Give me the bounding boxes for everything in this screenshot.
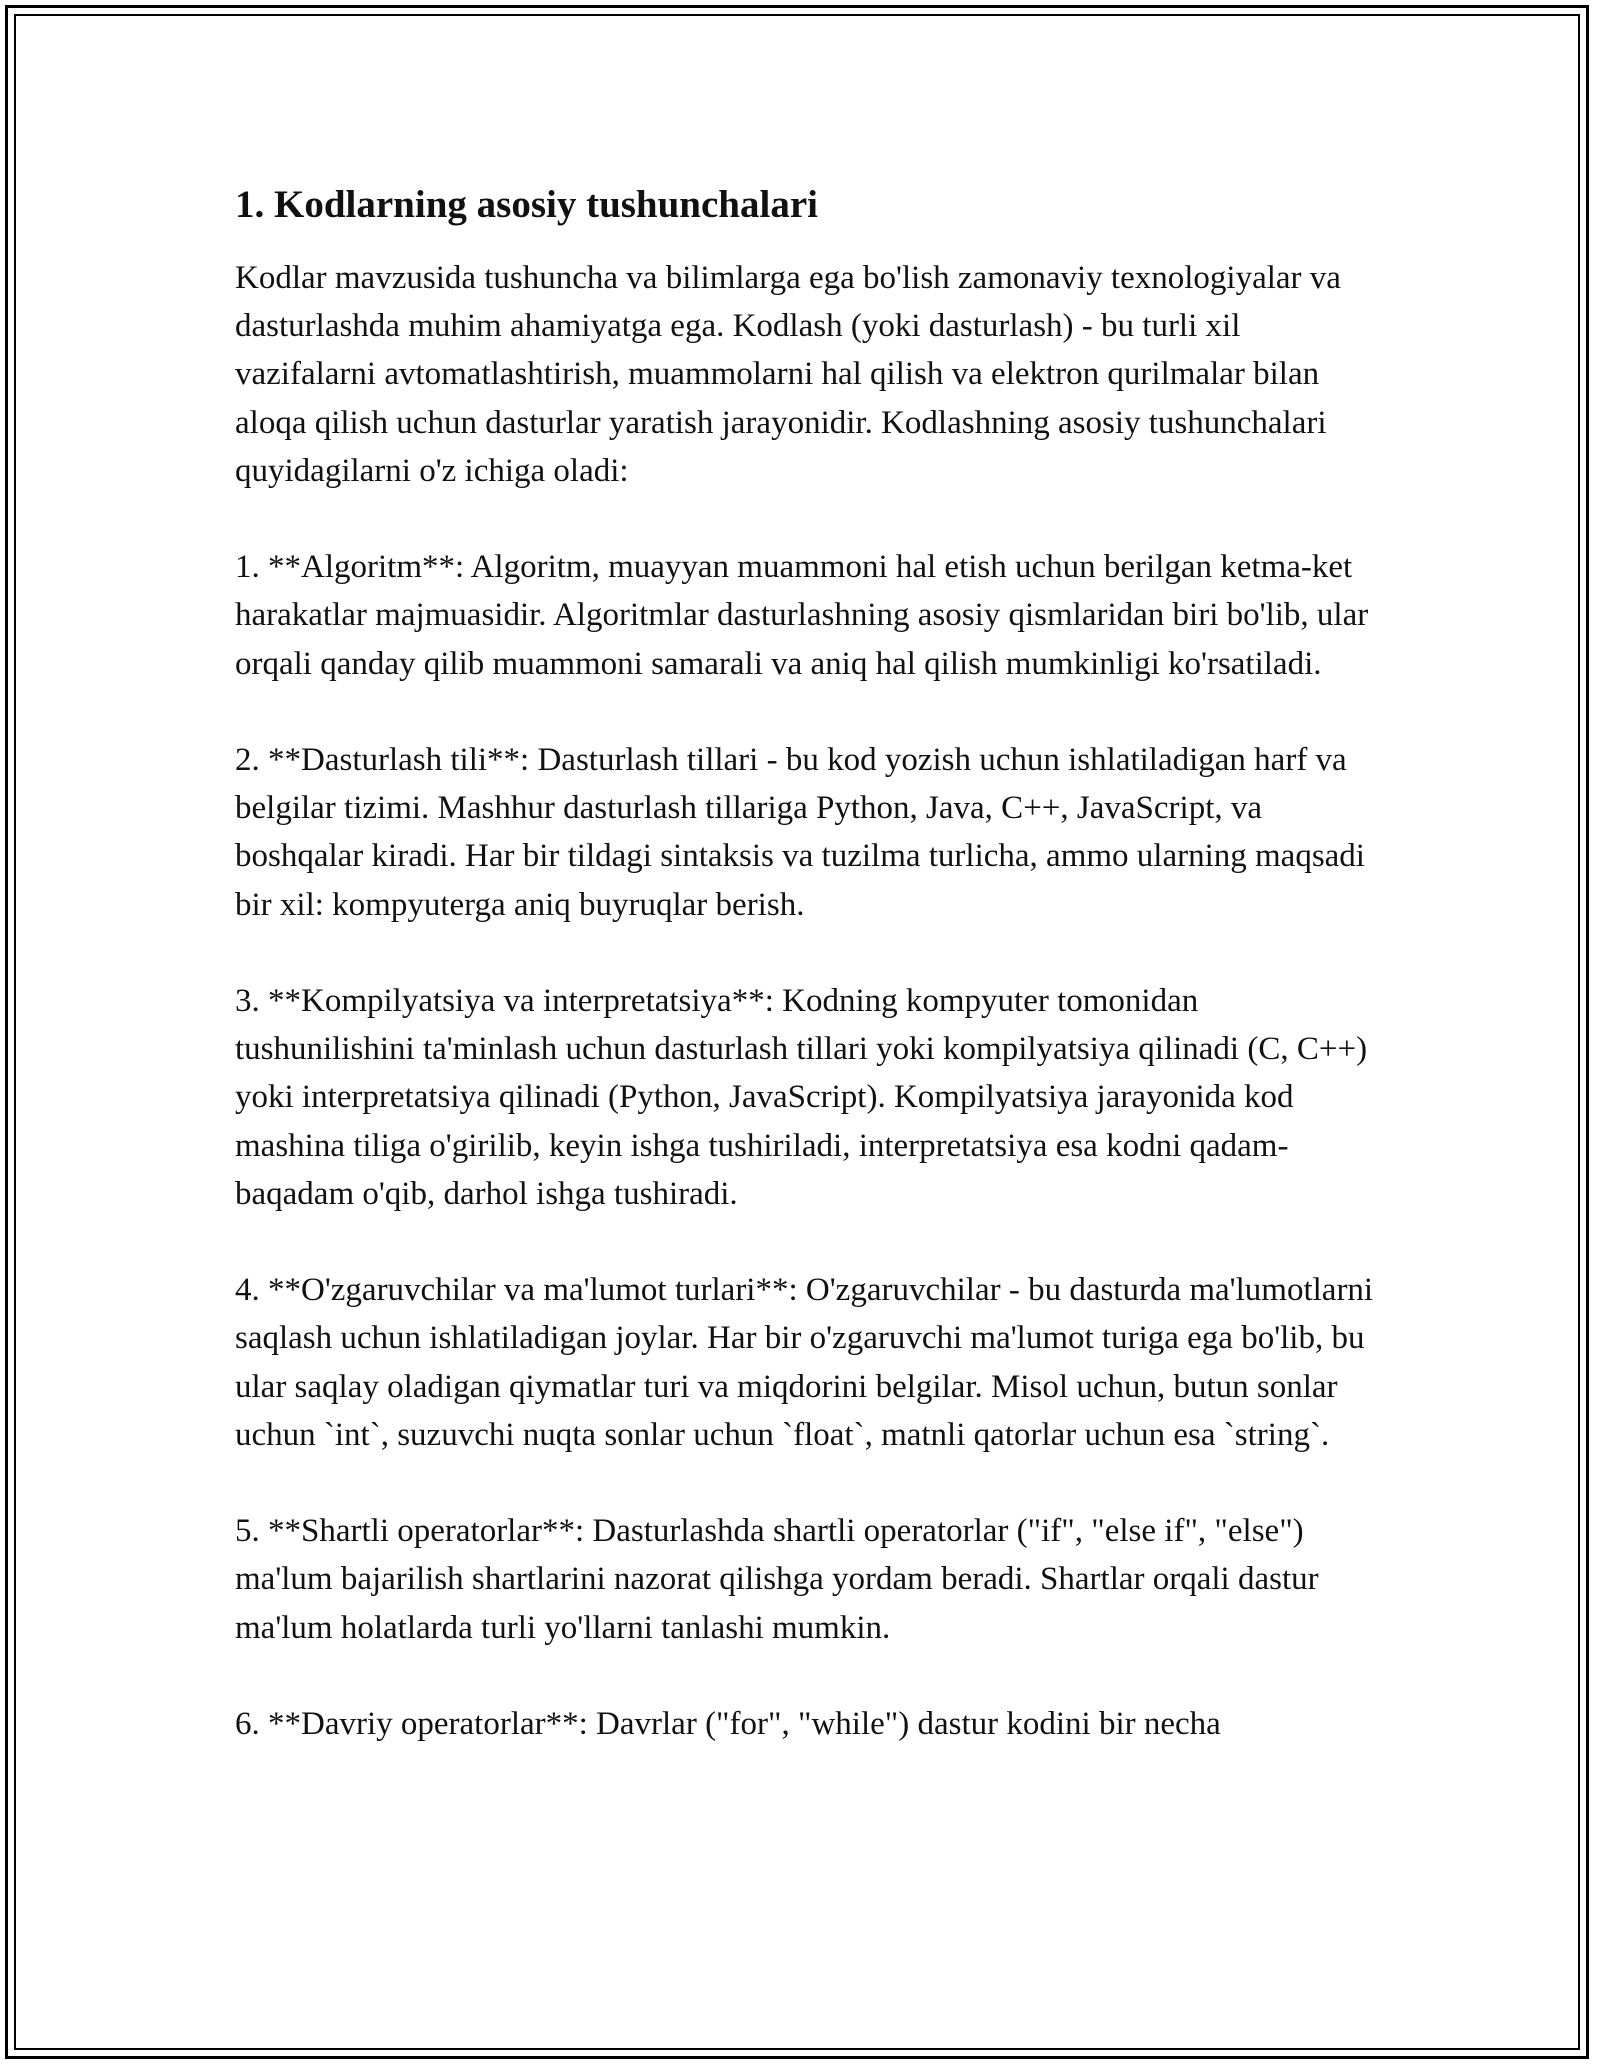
list-item-conditionals: 5. **Shartli operatorlar**: Dasturlashda shartli operatorlar ("if", "else if", "else") ma'lum bajarilish shartlarini nazorat qilishga yordam beradi. Shartlar orqali dastur ma'lum holatlarda turli yo'llarni tanlashi mumkin. xyxy=(235,1513,1319,1646)
document-body xyxy=(235,180,1385,1796)
list-item-compilation: 3. **Kompilyatsiya va interpretatsiya**: Kodning kompyuter tomonidan tushunilishini ta'minlash uchun dasturlash tillari yoki kompilyatsiya qilinadi (C, C++) yoki interpretatsiya qilinadi (Python, JavaScript). Kompilyatsiya jarayonida kod mashina tiliga o'girilib, keyin ishga tushiriladi, interpretatsiya esa kodni qadam-baqadam o'qib, darhol ishga tushiradi. xyxy=(235,983,1368,1212)
list-item-algorithm: 1. **Algoritm**: Algoritm, muayyan muammoni hal etish uchun berilgan ketma-ket harakatlar majmuasidir. Algoritmlar dasturlashning asosiy qismlaridan biri bo'lib, ular orqali qanday qilib muammoni samarali va aniq hal qilish mumkinligi ko'rsatiladi. xyxy=(235,549,1369,682)
list-item-programming-language: 2. **Dasturlash tili**: Dasturlash tillari - bu kod yozish uchun ishlatiladigan harf va belgilar tizimi. Mashhur dasturlash tillariga Python, Java, C++, JavaScript, va boshqalar kiradi. Har bir tildagi sintaksis va tuzilma turlicha, ammo ularning maqsadi bir xil: kompyuterga aniq buyruqlar berish. xyxy=(235,742,1365,923)
list-item-variables: 4. **O'zgaruvchilar va ma'lumot turlari**: O'zgaruvchilar - bu dasturda ma'lumotlarni saqlash uchun ishlatiladigan joylar. Har bir o'zgaruvchi ma'lumot turiga ega bo'lib, bu ular saqlay oladigan qiymatlar turi va miqdorini belgilar. Misol uchun, butun sonlar uchun `int`, suzuvchi nuqta sonlar uchun `float`, matnli qatorlar uchun esa `string`. xyxy=(235,1272,1374,1453)
list-item-loops: 6. **Davriy operatorlar**: Davrlar ("for", "while") dastur kodini bir necha xyxy=(235,1706,1221,1742)
intro-paragraph: Kodlar mavzusida tushuncha va bilimlarga ega bo'lish zamonaviy texnologiyalar va dasturlashda muhim ahamiyatga ega. Kodlash (yoki dasturlash) - bu turli xil vazifalarni avtomatlashtirish, muammolarni hal qilish va elektron qurilmalar bilan aloqa qilish uchun dasturlar yaratish jarayonidir. Kodlashning asosiy tushunchalari quyidagilarni o'z ichiga oladi: xyxy=(235,260,1341,489)
document-title: 1. Kodlarning asosiy tushunchalari xyxy=(235,183,818,226)
